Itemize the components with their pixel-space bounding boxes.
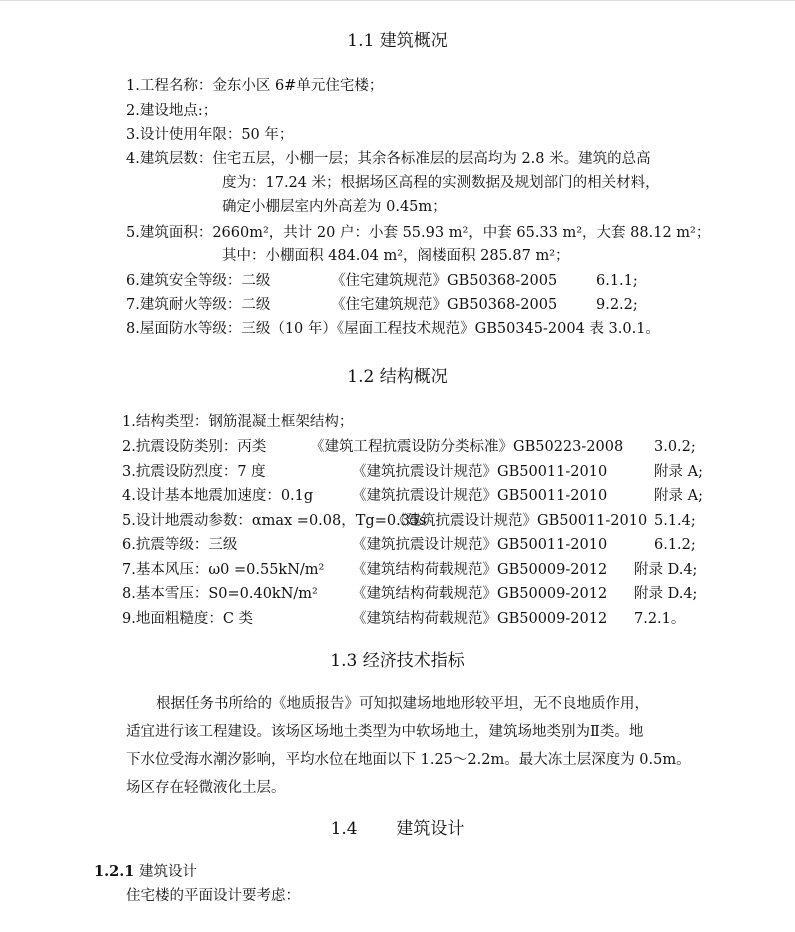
struct-item-code: 《建筑抗震设计规范》GB50011-2010 xyxy=(352,537,608,553)
item-5a: 5.建筑面积：2660m²，共计 20 户：小套 55.93 m²，中套 65.33 m²，大套 88.12 m²； xyxy=(126,225,711,241)
struct-item-code: 《建筑抗震设计规范》GB50011-2010 xyxy=(392,512,648,529)
struct-item-clause: 3.0.2; xyxy=(654,439,696,455)
para-line-4: 场区存在轻微液化土层。 xyxy=(126,780,286,796)
subsection-1-2-1 xyxy=(94,861,197,883)
struct-item-row xyxy=(122,534,702,556)
para-line-2: 适宜进行该工程建设。该场区场地土类型为中软场地土，建筑场地类别为Ⅱ类。地 xyxy=(126,724,644,740)
para-line-3: 下水位受海水潮汐影响，平均水位在地面以下 1.25～2.2m。最大冻土层深度为 0.5m。 xyxy=(126,752,691,768)
item-6-code: 《住宅建筑规范》GB50368-2005 xyxy=(331,273,558,289)
struct-item-label: 9.地面粗糙度：C 类 xyxy=(122,610,254,627)
struct-item-clause: 附录 A; xyxy=(654,488,703,504)
item-4b: 度为：17.24 米；根据场区高程的实测数据及规划部门的相关材料， xyxy=(222,175,660,191)
struct-item-row xyxy=(122,510,702,532)
item-6-clause: 6.1.1; xyxy=(596,273,638,289)
struct-item-code: 《建筑结构荷载规范》GB50009-2012 xyxy=(352,561,608,578)
item-6 xyxy=(126,270,786,292)
item-5b: 其中：小棚面积 484.04 m²，阁楼面积 285.87 m²； xyxy=(222,248,570,264)
struct-item-row xyxy=(122,583,702,605)
section-1-2-title: 1.2 结构概况 xyxy=(347,367,448,387)
item-7-clause: 9.2.2; xyxy=(596,297,638,313)
struct-item-code: 《建筑工程抗震设防分类标准》GB50223-2008 xyxy=(310,439,624,455)
item-7-label: 7.建筑耐火等级：二级 xyxy=(126,297,271,313)
struct-item-row xyxy=(122,461,702,483)
item-1: 1.工程名称：金东小区 6#单元住宅楼； xyxy=(126,78,384,94)
struct-item-row xyxy=(122,485,702,507)
struct-item-label: 6.抗震等级：三级 xyxy=(122,537,238,553)
struct-item-code: 《建筑抗震设计规范》GB50011-2010 xyxy=(352,463,608,480)
struct-item-label: 7.基本风压：ω0 =0.55kN/m² xyxy=(122,561,325,578)
item-6-label: 6.建筑安全等级：二级 xyxy=(126,273,271,289)
item-7-code: 《住宅建筑规范》GB50368-2005 xyxy=(331,297,558,313)
subsection-title: 建筑设计 xyxy=(138,864,197,880)
struct-item-code: 《建筑抗震设计规范》GB50011-2010 xyxy=(352,488,608,504)
struct-item-clause: 附录 A; xyxy=(654,463,703,480)
struct-item-label: 3.抗震设防烈度：7 度 xyxy=(122,463,266,480)
struct-item-label: 2.抗震设防类别：丙类 xyxy=(122,439,267,455)
section-1-1-title: 1.1 建筑概况 xyxy=(347,31,448,51)
struct-item-clause: 附录 D.4; xyxy=(634,586,698,602)
para-line-1: 根据任务书所给的《地质报告》可知拟建场地地形较平坦，无不良地质作用， xyxy=(156,696,649,712)
section-1-4-text: 建筑设计 xyxy=(396,819,465,839)
struct-item-label: 4.设计基本地震加速度：0.1g xyxy=(122,488,314,504)
struct-item-label: 5.设计地震动参数：αmax =0.08，Tg=0.35s xyxy=(122,512,427,529)
section-1-3-body xyxy=(126,690,711,802)
subsection-number: 1.2.1 xyxy=(94,863,135,880)
item-2: 2.建设地点:； xyxy=(126,103,218,119)
struct-item-row xyxy=(122,436,702,458)
section-1-3-title: 1.3 经济技术指标 xyxy=(330,651,465,671)
design-intro-line: 住宅楼的平面设计要考虑： xyxy=(126,888,300,904)
item-4a: 4.建筑层数：住宅五层，小棚一层；其余各标准层的层高均为 2.8 米。建筑的总高 xyxy=(126,151,651,167)
struct-item-label: 8.基本雪压：S0=0.40kN/m² xyxy=(122,586,318,602)
item-3: 3.设计使用年限：50 年； xyxy=(126,127,294,143)
struct-item-code: 《建筑结构荷载规范》GB50009-2012 xyxy=(352,586,608,602)
struct-item-code: 《建筑结构荷载规范》GB50009-2012 xyxy=(352,610,608,627)
section-1-4-number: 1.4 xyxy=(330,819,358,839)
page-edge xyxy=(0,0,795,1)
item-8: 8.屋面防水等级：三级（10 年）《屋面工程技术规范》GB50345-2004 表 3.0.1。 xyxy=(126,321,660,337)
section-1-4-title xyxy=(0,814,795,839)
struct-item-row xyxy=(122,608,702,630)
struct-item-row xyxy=(122,559,702,581)
struct-item-1: 1.结构类型：钢筋混凝土框架结构； xyxy=(122,414,354,430)
item-7 xyxy=(126,294,786,316)
item-4c: 确定小棚层室内外高差为 0.45m； xyxy=(222,199,447,215)
struct-item-clause: 6.1.2; xyxy=(654,537,696,553)
struct-item-clause: 5.1.4; xyxy=(654,512,696,529)
struct-item-clause: 附录 D.4; xyxy=(634,561,698,578)
struct-item-clause: 7.2.1。 xyxy=(634,610,686,627)
